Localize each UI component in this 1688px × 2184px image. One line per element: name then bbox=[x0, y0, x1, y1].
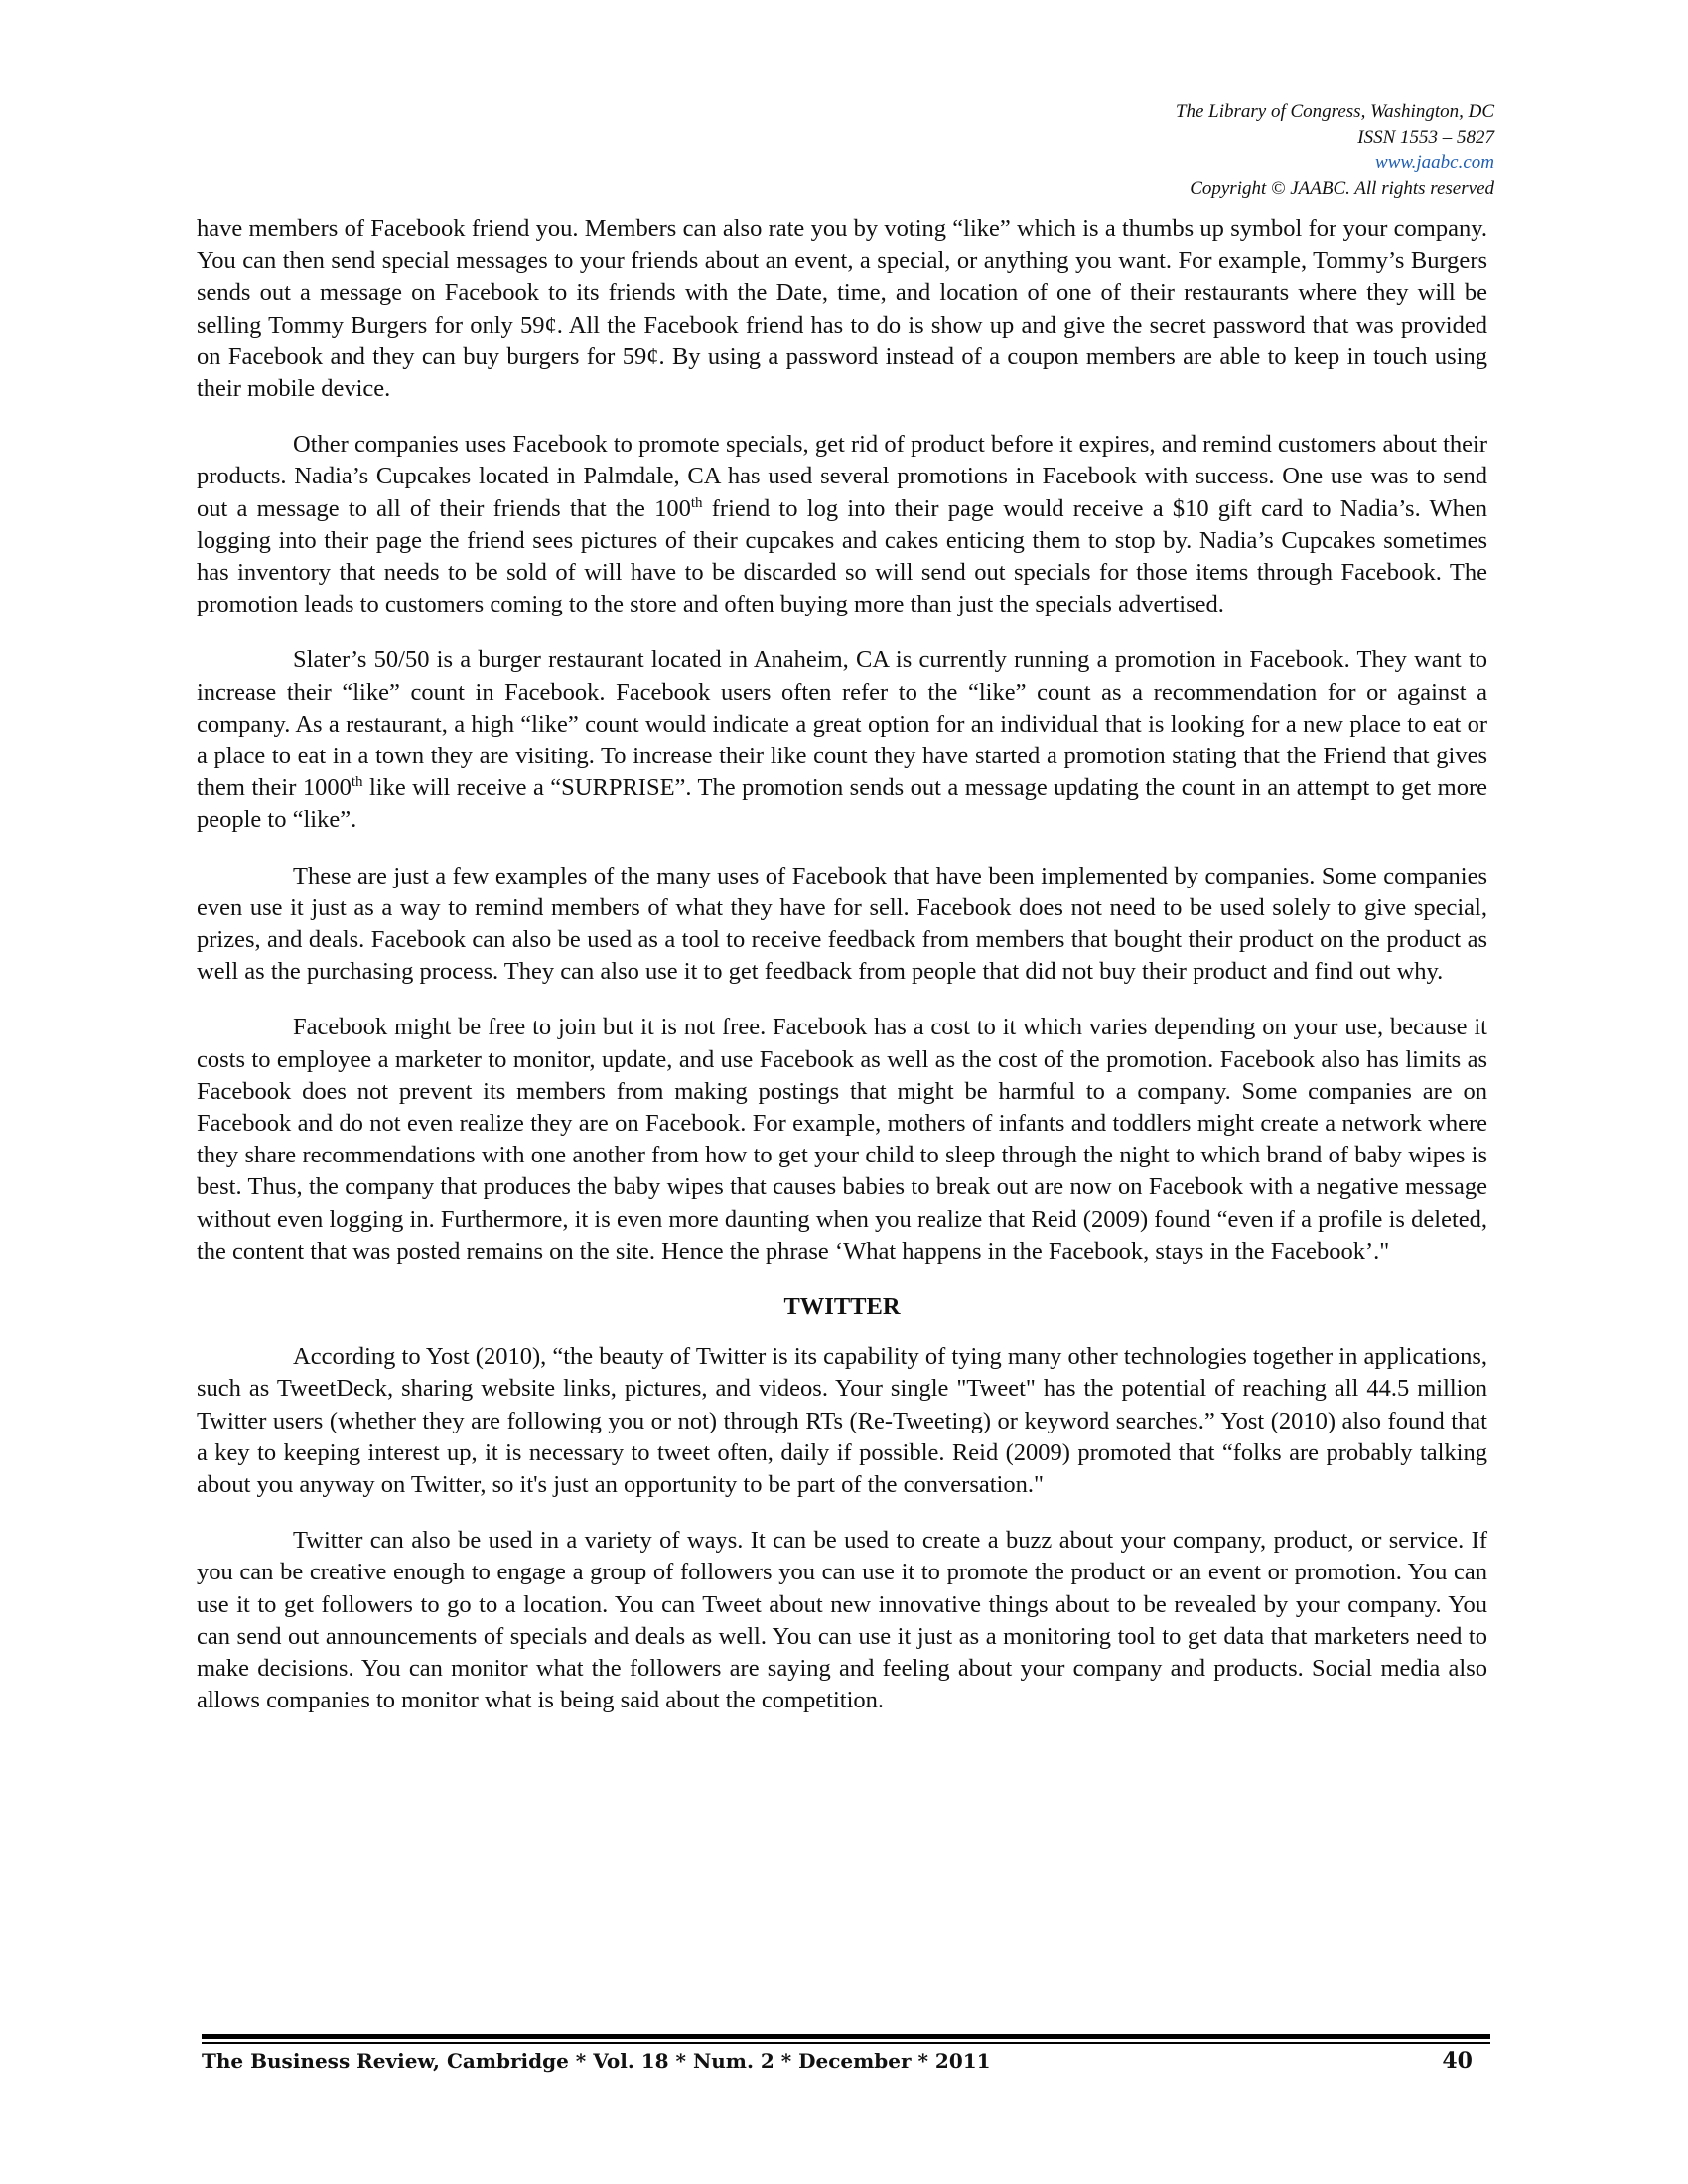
footer-journal-citation: The Business Review, Cambridge * Vol. 18 * Num. 2 * December * 2011 bbox=[202, 2049, 991, 2073]
paragraph-text: Twitter can also be used in a variety of ways. It can be used to create a buzz about your company, product, or service. If you can be creative enough to engage a group of followers you can use it to promote the product or an event or promotion. You can use it to get followers to go to a location. You can Tweet about new innovative things about to be revealed by your company. You can send out announcements of specials and deals as well. You can use it just as a monitoring tool to get data that marketers need to make decisions. You can monitor what the followers are saying and feeling about your company and products. Social media also allows companies to monitor what is being said about the competition. bbox=[197, 1527, 1487, 1714]
header-website-link[interactable]: www.jaabc.com bbox=[1375, 152, 1494, 173]
header-issn-line: ISSN 1553 – 5827 bbox=[1357, 126, 1494, 148]
section-heading-twitter: TWITTER bbox=[783, 1294, 901, 1321]
paragraph-twitter-uses bbox=[197, 1525, 1487, 1716]
paragraph-twitter-yost bbox=[197, 1341, 1487, 1501]
paragraph-facebook-friends: have members of Facebook friend you. Members can also rate you by voting “like” which is a thumbs up symbol for your company. You can then send special messages to your friends about an event, a special, or anything you want. For example, Tommy’s Burgers sends out a message on Facebook to its friends with the Date, time, and location of one of their restaurants where they will be selling Tommy Burgers for only 59¢. All the Facebook friend has to do is show up and give the secret password that was provided on Facebook and they can buy burgers for 59¢. By using a password instead of a coupon members are able to keep in touch using their mobile device. bbox=[197, 215, 1487, 403]
paragraph-slaters-5050 bbox=[197, 644, 1487, 836]
paragraph-text: Other companies uses Facebook to promote specials, get rid of product before it expires, and remind customers about their products. Nadia’s Cupcakes located in Palmdale, CA has used several promotions in Facebook with success. One use was to send out a message to all of their friends that the 100 bbox=[197, 431, 1487, 522]
footer-divider bbox=[202, 2034, 1490, 2044]
header-library-line: The Library of Congress, Washington, DC bbox=[1175, 101, 1494, 122]
footer-rule-thin bbox=[202, 2042, 1490, 2044]
paragraph-text: Slater’s 50/50 is a burger restaurant located in Anaheim, CA is currently running a promotion in Facebook. They want to increase their “like” count in Facebook. Facebook users often refer to the “like” count as a recommendation for or against a company. As a restaurant, a high “like” count would indicate a great option for an individual that is looking for a new place to eat or a place to eat in a town they are visiting. To increase their like count they have started a promotion stating that the Friend that gives them their 1000 bbox=[197, 646, 1487, 802]
paragraph-facebook-cost bbox=[197, 1012, 1487, 1268]
superscript-ordinal: th bbox=[690, 494, 703, 511]
paragraph-facebook-examples bbox=[197, 861, 1487, 989]
paragraph-text: According to Yost (2010), “the beauty of Twitter is its capability of tying many other technologies together in applications, such as TweetDeck, sharing website links, pictures, and videos. Your single "Tweet" has the potential of reaching all 44.5 million Twitter users (whether they are following you or not) through RTs (Re-Tweeting) or keyword searches.” Yost (2010) also found that a key to keeping interest up, it is necessary to tweet often, daily if possible. Reid (2009) promoted that “folks are probably talking about you anyway on Twitter, so it's just an opportunity to be part of the conversation." bbox=[197, 1343, 1487, 1498]
superscript-ordinal: th bbox=[351, 774, 363, 791]
paragraph-text: like will receive a “SURPRISE”. The promotion sends out a message updating the count in an attempt to get more people to “like”. bbox=[197, 774, 1487, 834]
header-copyright-line: Copyright © JAABC. All rights reserved bbox=[1190, 177, 1494, 199]
paragraph-nadias-cupcakes bbox=[197, 429, 1487, 620]
paragraph-text: These are just a few examples of the many uses of Facebook that have been implemented by companies. Some companies even use it just as a way to remind members of what they have for sell. Facebook does not need to be used solely to give special, prizes, and deals. Facebook can also be used as a tool to receive feedback from members that bought their product on the product as well as the purchasing process. They can also use it to get feedback from people that did not buy their product and find out why. bbox=[197, 862, 1487, 986]
running-header bbox=[899, 99, 1494, 201]
page-number: 40 bbox=[1442, 2048, 1473, 2074]
paragraph-text: friend to log into their page would receive a $10 gift card to Nadia’s. When logging into their page the friend sees pictures of their cupcakes and cakes enticing them to stop by. Nadia’s Cupcakes sometimes has inventory that needs to be sold of will have to be discarded so will send out specials for those items through Facebook. The promotion leads to customers coming to the store and often buying more than just the specials advertised. bbox=[197, 494, 1488, 618]
article-body bbox=[197, 213, 1487, 1740]
paragraph-text: Facebook might be free to join but it is not free. Facebook has a cost to it which varies depending on your use, because it costs to employee a marketer to monitor, update, and use Facebook as well as the cost of the promotion. Facebook also has limits as Facebook does not prevent its members from making postings that might be harmful to a company. Some companies are on Facebook and do not even realize they are on Facebook. For example, mothers of infants and toddlers might create a network where they share recommendations with one another from how to get your child to sleep through the night to which brand of baby wipes is best. Thus, the company that produces the baby wipes that causes babies to break out are now on Facebook with a negative message without even logging in. Furthermore, it is even more daunting when you realize that Reid (2009) found “even if a profile is deleted, the content that was posted remains on the site. Hence the phrase ‘What happens in the Facebook, stays in the Facebook’." bbox=[197, 1014, 1487, 1265]
